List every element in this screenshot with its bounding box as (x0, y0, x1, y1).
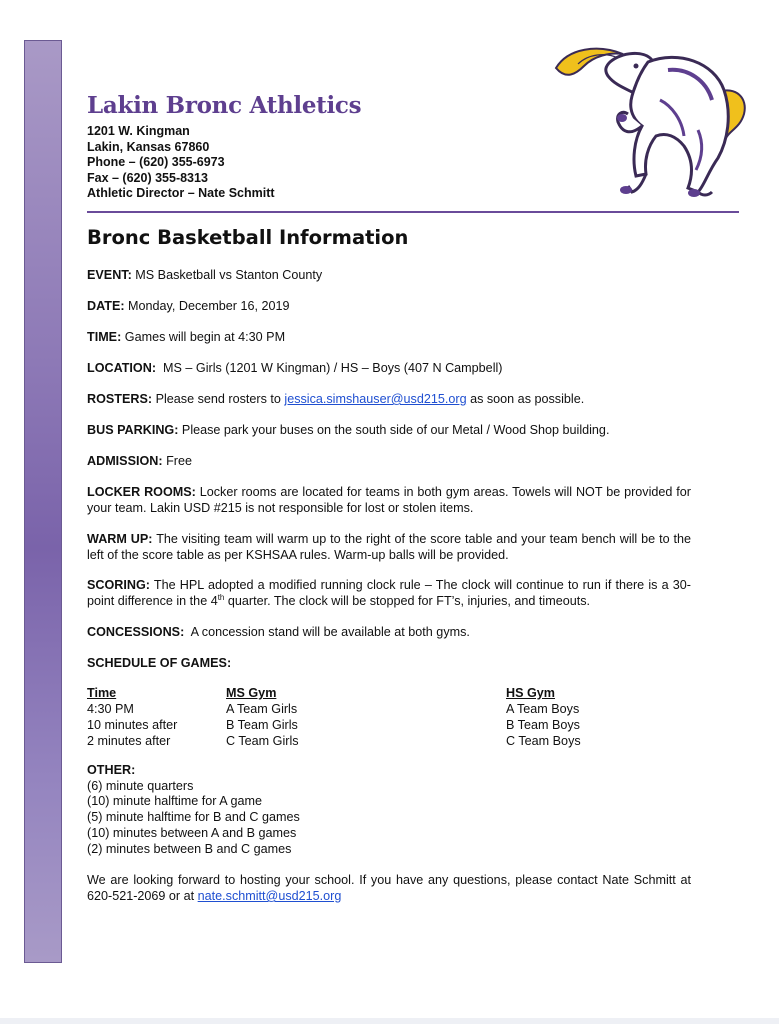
schedule-header-hs-gym: HS Gym (506, 686, 555, 700)
other-section (87, 763, 300, 857)
schedule-heading (87, 655, 691, 671)
warm-up-value: The visiting team will warm up to the right of the score table and your team bench will be to the left of the score table as per KSHSAA rules. Warm-up balls will be provided. (87, 532, 692, 562)
closing-text: We are looking forward to hosting your school. If you have any questions, please contact Nate Schmitt at 620-521-2069 or at (87, 873, 691, 903)
locker-rooms-paragraph (87, 484, 691, 516)
page-title: Bronc Basketball Information (87, 226, 409, 249)
event-line (87, 267, 691, 283)
address-street: 1201 W. Kingman (87, 124, 190, 138)
header-divider (87, 211, 739, 213)
closing-email-link[interactable]: nate.schmitt@usd215.org (197, 889, 342, 903)
scoring-label: SCORING: (87, 578, 150, 592)
scoring-text: The HPL adopted a modified running clock rule – The clock will continue to run if there is a 30-point difference in the 4 (87, 578, 691, 608)
admission-label: ADMISSION: (87, 454, 163, 468)
schedule-header-ms-gym: MS Gym (226, 686, 277, 700)
rosters-line (87, 391, 691, 407)
scoring-paragraph (87, 577, 691, 609)
address-fax: Fax – (620) 355-8313 (87, 170, 208, 185)
bottom-strip (0, 1018, 779, 1024)
scoring-superscript: th (217, 592, 225, 602)
schedule-header-time: Time (87, 686, 117, 700)
location-line (87, 360, 691, 376)
admission-value: Free (166, 454, 192, 468)
schedule-cell: 4:30 PM (87, 702, 134, 716)
closing-paragraph (87, 872, 691, 904)
date-line (87, 298, 691, 314)
locker-rooms-label: LOCKER ROOMS: (87, 485, 196, 499)
time-line (87, 329, 691, 345)
schedule-hs-gym-column (506, 685, 581, 749)
locker-rooms-value: Locker rooms are located for teams in both gym areas. Towels will NOT be provided for your team. Lakin USD #215 is not responsible for lost or stolen items. (87, 485, 691, 515)
schedule-cell: C Team Boys (506, 734, 581, 748)
concessions-value: A concession stand will be available at both gyms. (190, 625, 470, 639)
rosters-label: ROSTERS: (87, 392, 153, 406)
bus-parking-value: Please park your buses on the south side of our Metal / Wood Shop building. (181, 423, 610, 437)
other-item: (2) minutes between B and C games (87, 841, 292, 856)
concessions-line (87, 624, 691, 640)
schedule-ms-gym-column (226, 685, 299, 749)
schedule-time-column (87, 685, 177, 749)
address-director: Athletic Director – Nate Schmitt (87, 186, 275, 200)
location-label: LOCATION: (87, 361, 157, 375)
rosters-email-link[interactable]: jessica.simshauser@usd215.org (284, 392, 467, 406)
bus-parking-label: BUS PARKING: (87, 423, 179, 437)
schedule-cell: 2 minutes after (87, 734, 171, 748)
schedule-cell: 10 minutes after (87, 718, 178, 732)
event-value: MS Basketball vs Stanton County (135, 268, 323, 282)
date-value: Monday, December 16, 2019 (128, 299, 290, 313)
schedule-cell: A Team Girls (226, 702, 298, 716)
bronco-logo-icon (548, 40, 753, 198)
date-label: DATE: (87, 299, 125, 313)
schedule-cell: B Team Boys (506, 718, 580, 732)
admission-line (87, 453, 691, 469)
address-block (87, 124, 275, 202)
time-value: Games will begin at 4:30 PM (124, 330, 286, 344)
bus-parking-line (87, 422, 691, 438)
schedule-cell: A Team Boys (506, 702, 580, 716)
other-item: (10) minutes between A and B games (87, 825, 297, 840)
address-city: Lakin, Kansas 67860 (87, 139, 210, 154)
other-item: (10) minute halftime for A game (87, 794, 262, 809)
schedule-label: SCHEDULE OF GAMES: (87, 656, 232, 670)
schedule-cell: C Team Girls (226, 734, 299, 748)
warm-up-label: WARM UP: (87, 532, 153, 546)
address-phone: Phone – (620) 355-6973 (87, 155, 225, 169)
other-label: OTHER: (87, 763, 136, 777)
other-item: (6) minute quarters (87, 778, 194, 793)
other-item: (5) minute halftime for B and C games (87, 810, 300, 825)
event-label: EVENT: (87, 268, 132, 282)
scoring-text-end: quarter. The clock will be stopped for FT’s, injuries, and timeouts. (227, 594, 591, 608)
concessions-label: CONCESSIONS: (87, 625, 185, 639)
org-name: Lakin Bronc Athletics (87, 92, 362, 119)
left-decorative-bar (24, 40, 62, 963)
location-value: MS – Girls (1201 W Kingman) / HS – Boys (407 N Campbell) (163, 361, 503, 375)
time-label: TIME: (87, 330, 122, 344)
warm-up-paragraph (87, 531, 691, 563)
schedule-cell: B Team Girls (226, 718, 298, 732)
rosters-text-after: as soon as possible. (470, 392, 585, 406)
rosters-text: Please send rosters to (155, 392, 281, 406)
